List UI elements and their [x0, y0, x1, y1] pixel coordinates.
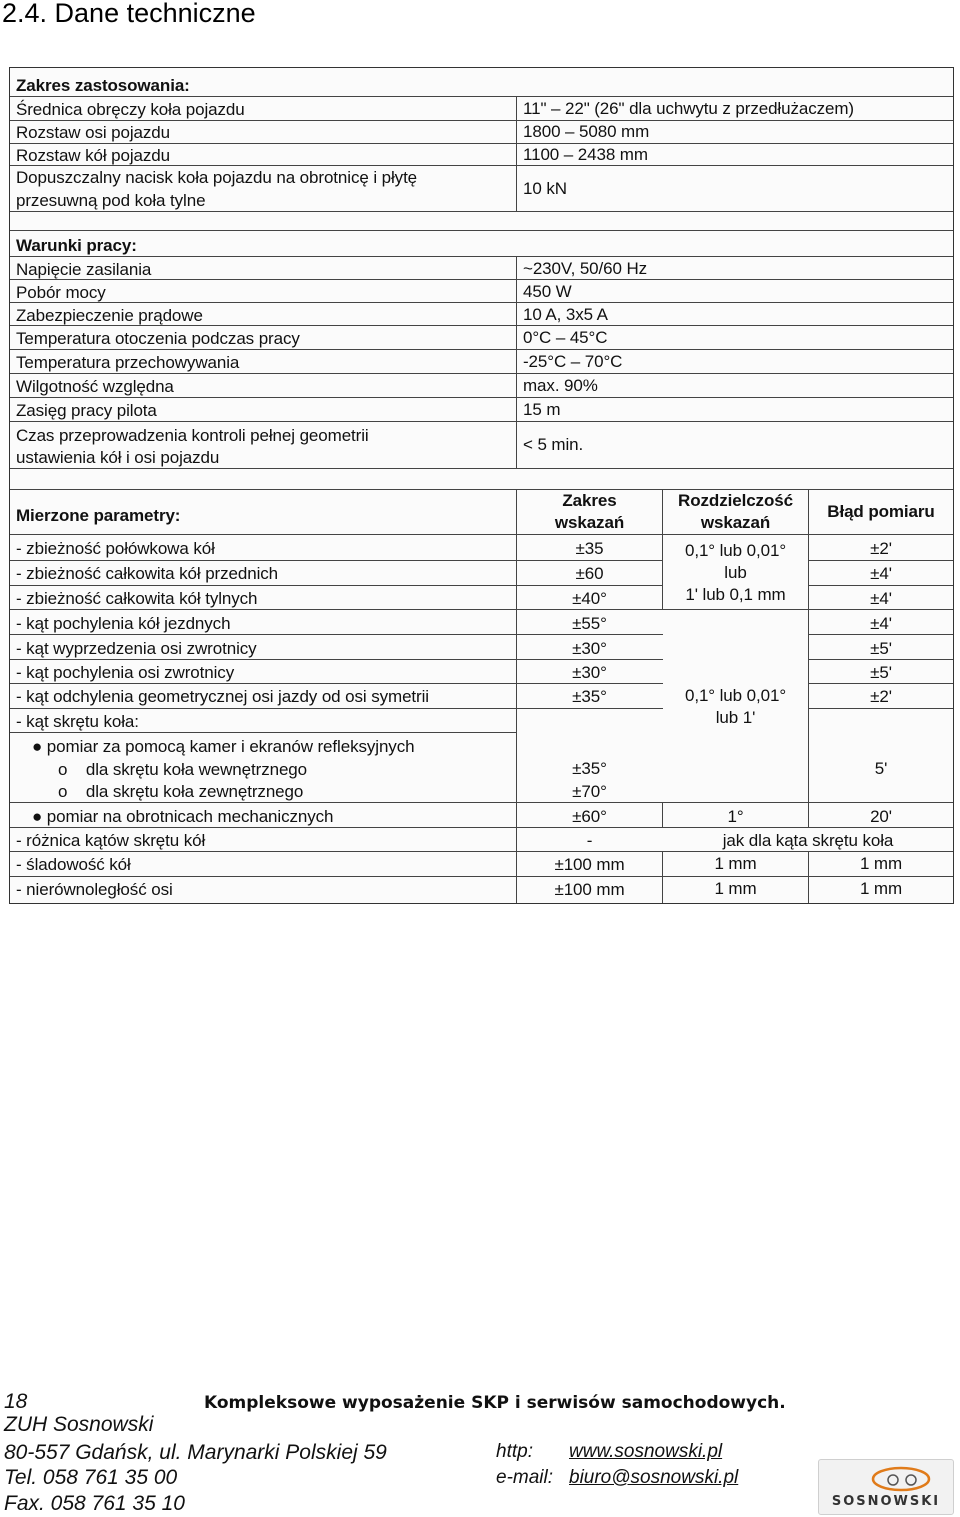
- skret-bullet-2: ● pomiar na obrotnicach mechanicznych: [32, 807, 334, 826]
- skret-sub-1-text: dla skrętu koła wewnętrznego: [85, 760, 308, 779]
- zakres-label-0: Średnica obręczy koła pojazdu: [16, 100, 245, 119]
- param-zakres-5: ±30°: [572, 663, 607, 682]
- param-label-7: - kąt skrętu koła:: [16, 712, 139, 731]
- tail-zakres-1: ±100 mm: [554, 855, 625, 874]
- skret-sub-1: o dla skrętu koła wewnętrznego: [58, 760, 308, 779]
- email-label: e-mail:: [496, 1467, 554, 1488]
- param-blad-0: ±2': [870, 539, 892, 558]
- skret-bullet-2-zakres: ±60°: [572, 807, 607, 826]
- skret-sub-1-zakres: ±35°: [572, 759, 607, 778]
- zakres-value-0: 11" – 22" (26" dla uchwytu z przedłużaczem): [523, 99, 854, 118]
- param-label-1: - zbieżność całkowita kół przednich: [16, 564, 279, 583]
- param-zakres-4: ±30°: [572, 639, 607, 658]
- http-label: http:: [496, 1441, 533, 1462]
- param-blad-1: ±4': [870, 564, 892, 583]
- rozdz-group2-line2: lub 1': [715, 708, 756, 727]
- warunki-label-4: Temperatura przechowywania: [16, 353, 240, 372]
- logo-text: SOSNOWSKI: [831, 1494, 941, 1509]
- warunki-label-1: Pobór mocy: [16, 283, 106, 302]
- warunki-value-0: ~230V, 50/60 Hz: [523, 259, 648, 278]
- skret-sub-2-zakres: ±70°: [572, 782, 607, 801]
- zakres-label-3b: przesuwną pod koła tylne: [16, 191, 206, 210]
- company-name: ZUH Sosnowski: [4, 1413, 154, 1436]
- warunki-value-5: max. 90%: [523, 376, 598, 395]
- technical-data-table: [9, 67, 954, 904]
- warunki-value-6: 15 m: [523, 400, 561, 419]
- sosnowski-logo: [818, 1459, 954, 1515]
- col-zakres-1: Zakres: [562, 491, 617, 510]
- param-blad-3: ±4': [870, 614, 892, 633]
- zakres-value-2: 1100 – 2438 mm: [523, 145, 648, 164]
- zakres-value-3: 10 kN: [523, 179, 567, 198]
- rozdz-group2-line1: 0,1° lub 0,01°: [684, 686, 787, 705]
- skret-bullet-2-text: pomiar na obrotnicach mechanicznych: [46, 807, 334, 826]
- skret-bullet-1-text: pomiar za pomocą kamer i ekranów refleksyjnych: [46, 737, 415, 756]
- param-label-3: - kąt pochylenia kół jezdnych: [16, 614, 231, 633]
- skret-bullet-1: ● pomiar za pomocą kamer i ekranów refleksyjnych: [32, 737, 415, 756]
- warunki-label-2: Zabezpieczenie prądowe: [16, 306, 203, 325]
- company-address: 80-557 Gdańsk, ul. Marynarki Polskiej 59: [4, 1441, 387, 1464]
- skret-sub-blad: 5': [874, 759, 888, 778]
- warunki-label-0: Napięcie zasilania: [16, 260, 152, 279]
- skret-sub-2: o dla skrętu koła zewnętrznego: [58, 782, 304, 801]
- tail-label-1: - śladowość kół: [16, 855, 131, 874]
- col-rozdz-1: Rozdzielczość: [678, 491, 793, 510]
- warunki-value-4: -25°C – 70°C: [523, 352, 623, 371]
- tail-blad-2: 1 mm: [859, 879, 903, 898]
- tail-label-2: - nierównoległość osi: [16, 880, 173, 899]
- section-heading: 2.4. Dane techniczne: [2, 0, 256, 28]
- warunki-label-3: Temperatura otoczenia podczas pracy: [16, 329, 300, 348]
- website-link[interactable]: www.sosnowski.pl: [569, 1441, 723, 1462]
- zakres-label-3: Dopuszczalny nacisk koła pojazdu na obrotnicę i płytę: [16, 168, 418, 187]
- warunki-value-2: 10 A, 3x5 A: [523, 305, 608, 324]
- zakres-title: Zakres zastosowania:: [16, 76, 190, 95]
- param-zakres-0: ±35: [575, 539, 604, 558]
- zakres-label-1: Rozstaw osi pojazdu: [16, 123, 171, 142]
- param-label-4: - kąt wyprzedzenia osi zwrotnicy: [16, 639, 257, 658]
- param-blad-4: ±5': [870, 639, 892, 658]
- tail-rozdz-blad-0: jak dla kąta skrętu koła: [722, 831, 894, 850]
- skret-sub-2-text: dla skrętu koła zewnętrznego: [85, 782, 304, 801]
- tail-rozdz-1: 1 mm: [714, 854, 757, 873]
- tail-blad-1: 1 mm: [859, 854, 903, 873]
- company-tagline: Kompleksowe wyposażenie SKP i serwisów samochodowych.: [204, 1393, 786, 1413]
- company-phone: Tel. 058 761 35 00: [4, 1466, 178, 1489]
- param-label-5: - kąt pochylenia osi zwrotnicy: [16, 663, 235, 682]
- rozdz-group1-line3: 1' lub 0,1 mm: [685, 585, 786, 604]
- zakres-label-2: Rozstaw kół pojazdu: [16, 146, 171, 165]
- skret-bullet-2-blad: 20': [870, 807, 892, 826]
- param-blad-5: ±5': [870, 663, 892, 682]
- warunki-label-5: Wilgotność względna: [16, 377, 174, 396]
- mierzone-title: Mierzone parametry:: [16, 506, 181, 525]
- warunki-value-7: < 5 min.: [523, 435, 584, 454]
- param-zakres-6: ±35°: [572, 687, 607, 706]
- email-link[interactable]: biuro@sosnowski.pl: [569, 1467, 739, 1488]
- param-zakres-3: ±55°: [572, 614, 607, 633]
- col-rozdz-2: wskazań: [700, 513, 771, 532]
- car-icon: [819, 1462, 953, 1496]
- param-blad-6: ±2': [870, 687, 892, 706]
- warunki-title: Warunki pracy:: [16, 236, 137, 255]
- tail-zakres-0: -: [586, 831, 593, 850]
- warunki-label-7b: ustawienia kół i osi pojazdu: [16, 448, 220, 467]
- col-blad: Błąd pomiaru: [827, 502, 935, 521]
- company-fax: Fax. 058 761 35 10: [4, 1492, 185, 1515]
- tail-rozdz-2: 1 mm: [714, 879, 757, 898]
- param-label-2: - zbieżność całkowita kół tylnych: [16, 589, 258, 608]
- page-number: 18: [4, 1390, 28, 1413]
- param-label-0: - zbieżność połówkowa kół: [16, 539, 215, 558]
- param-blad-2: ±4': [870, 589, 892, 608]
- rozdz-group1-line2: lub: [724, 563, 747, 582]
- warunki-value-3: 0°C – 45°C: [523, 328, 608, 347]
- tail-zakres-2: ±100 mm: [554, 880, 625, 899]
- zakres-value-1: 1800 – 5080 mm: [523, 122, 650, 141]
- warunki-label-7: Czas przeprowadzenia kontroli pełnej geometrii: [16, 426, 369, 445]
- tail-label-0: - różnica kątów skrętu kół: [16, 831, 206, 850]
- skret-bullet-2-rozdz: 1°: [727, 807, 744, 826]
- warunki-value-1: 450 W: [523, 282, 572, 301]
- warunki-label-6: Zasięg pracy pilota: [16, 401, 157, 420]
- col-zakres-2: wskazań: [554, 513, 625, 532]
- rozdz-group1-line1: 0,1° lub 0,01°: [684, 541, 787, 560]
- param-zakres-2: ±40°: [572, 589, 607, 608]
- param-label-6: - kąt odchylenia geometrycznej osi jazdy od osi symetrii: [16, 687, 429, 706]
- param-zakres-1: ±60: [575, 564, 604, 583]
